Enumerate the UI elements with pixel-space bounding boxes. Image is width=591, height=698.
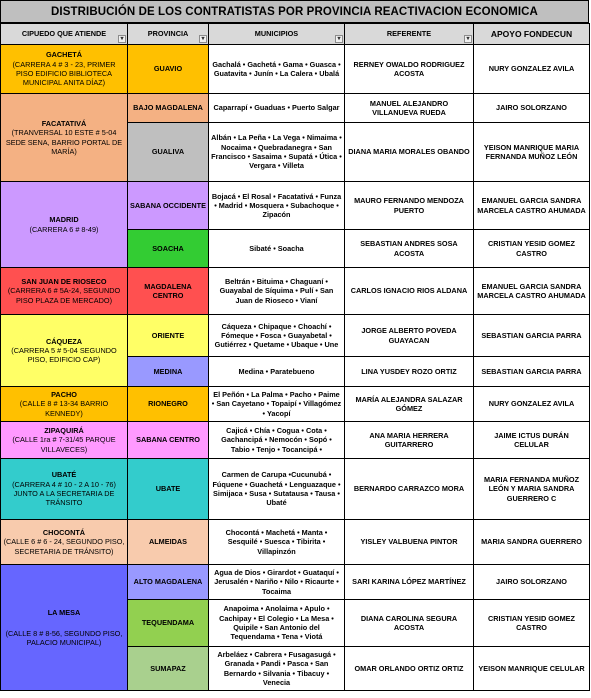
municipios-cell: Chocontá • Machetá • Manta • Sesquilé • Suesca • Tibirita • Villapinzón <box>209 520 345 565</box>
header-apoyo <box>474 24 590 45</box>
provincia-cell: ORIENTE <box>128 315 209 357</box>
cipuedo-cell <box>1 182 128 268</box>
distribution-table <box>0 23 590 691</box>
municipios-cell: Agua de Dios • Girardot • Guataquí • Jerusalén • Nariño • Nilo • Ricaurte • Tocaima <box>209 565 345 600</box>
table-row <box>1 45 590 94</box>
cipuedo-cell <box>1 268 128 315</box>
referente-cell: YISLEY VALBUENA PINTOR <box>345 520 474 565</box>
referente-cell: MAURO FERNANDO MENDOZA PUERTO <box>345 182 474 230</box>
table-row <box>1 268 590 315</box>
header-apoyo-label: APOYO FONDECUN <box>490 28 573 39</box>
municipios-cell: Gachalá • Gachetá • Gama • Guasca • Guatavita • Junín • La Calera • Ubalá <box>209 45 345 94</box>
apoyo-cell: MARIA SANDRA GUERRERO <box>474 520 590 565</box>
apoyo-cell: MARIA FERNANDA MUÑOZ LEÓN Y MARIA SANDRA GUERRERO C <box>474 459 590 520</box>
cipuedo-cell <box>1 315 128 387</box>
cipuedo-name: FACATATIVÁ <box>41 118 87 128</box>
municipios-cell: Sibaté • Soacha <box>209 230 345 268</box>
apoyo-cell: SEBASTIAN GARCIA PARRA <box>474 357 590 387</box>
apoyo-cell: YEISON MANRIQUE MARIA FERNANDA MUÑOZ LEÓN <box>474 123 590 182</box>
header-row <box>1 24 590 45</box>
provincia-cell: TEQUENDAMA <box>128 600 209 647</box>
municipios-cell: Cáqueza • Chipaque • Choachí • Fómeque • Fosca • Guayabetal • Gutiérrez • Quetame • Ubaque • Une <box>209 315 345 357</box>
apoyo-cell: CRISTIAN YESID GOMEZ CASTRO <box>474 600 590 647</box>
cipuedo-address: (CARRERA 4 # 3 - 23, PRIMER PISO EDIFICIO BIBLIOTECA MUNICIPAL ANITA DÍAZ) <box>12 59 116 88</box>
cipuedo-name: GACHETÁ <box>45 50 83 60</box>
referente-cell: JORGE ALBERTO POVEDA GUAYACAN <box>345 315 474 357</box>
cipuedo-name: PACHO <box>51 390 77 399</box>
cipuedo-name: CÁQUEZA <box>45 336 83 346</box>
filter-dropdown-icon[interactable]: ▾ <box>118 35 126 43</box>
cipuedo-address: (CALLE 1ra # 7-31/45 PARQUE VILLAVECES) <box>12 435 116 454</box>
municipios-cell: Anapoima • Anolaima • Apulo • Cachipay • El Colegio • La Mesa • Quipile • San Antonio del Tequendama • Tena • Viotá <box>209 600 345 647</box>
referente-cell: MARÍA ALEJANDRA SALAZAR GÓMEZ <box>345 387 474 422</box>
header-referente-label: REFERENTE <box>386 29 432 39</box>
cipuedo-name: SAN JUAN DE RIOSECO <box>21 277 107 286</box>
cipuedo-address: (TRANVERSAL 10 ESTE # 5-04 SEDE SENA, BARRIO PORTAL DE MARÍA) <box>5 128 123 156</box>
cipuedo-name: MADRID <box>49 215 79 225</box>
municipios-cell: Arbeláez • Cabrera • Fusagasugá • Granada • Pandi • Pasca • San Bernardo • Silvania • Tibacuy • Venecia <box>209 647 345 691</box>
cipuedo-address: (CALLE 6 # 6 - 24, SEGUNDO PISO, SECRETARIA DE TRÁNSITO) <box>3 537 125 556</box>
header-provincia <box>128 24 209 45</box>
provincia-cell: SUMAPAZ <box>128 647 209 691</box>
cipuedo-cell <box>1 387 128 422</box>
referente-cell: CARLOS IGNACIO RIOS ALDANA <box>345 268 474 315</box>
referente-cell: DIANA MARIA MORALES OBANDO <box>345 123 474 182</box>
cipuedo-cell <box>1 45 128 94</box>
provincia-cell: GUALIVA <box>128 123 209 182</box>
provincia-cell: BAJO MAGDALENA <box>128 94 209 123</box>
cipuedo-address: (CARRERA 6 # 5A-24, SEGUNDO PISO PLAZA DE MERCADO) <box>7 286 121 305</box>
provincia-cell: SABANA CENTRO <box>128 422 209 459</box>
apoyo-cell: SEBASTIAN GARCIA PARRA <box>474 315 590 357</box>
provincia-cell: MEDINA <box>128 357 209 387</box>
municipios-cell: Beltrán • Bituima • Chaguaní • Guayabal de Síquima • Pulí • San Juan de Rioseco • Vianí <box>209 268 345 315</box>
provincia-cell: SABANA OCCIDENTE <box>128 182 209 230</box>
referente-cell: OMAR ORLANDO ORTIZ ORTIZ <box>345 647 474 691</box>
cipuedo-name: UBATÉ <box>51 470 77 480</box>
cipuedo-address: (CARRERA 6 # 8-49) <box>29 224 99 234</box>
table-row <box>1 520 590 565</box>
municipios-cell: Albán • La Peña • La Vega • Nimaima • Nocaima • Quebradanegra • San Francisco • Sasaima • Supatá • Útica • Vergara • Villeta <box>209 123 345 182</box>
referente-cell: BERNARDO CARRAZCO MORA <box>345 459 474 520</box>
referente-cell: DIANA CAROLINA SEGURA ACOSTA <box>345 600 474 647</box>
provincia-cell: UBATE <box>128 459 209 520</box>
table-row <box>1 387 590 422</box>
municipios-cell: Cajicá • Chía • Cogua • Cota • Gachancipá • Nemocón • Sopó • Tabio • Tenjo • Tocancipá • <box>209 422 345 459</box>
header-municipios-label: MUNICIPIOS <box>254 29 299 39</box>
cipuedo-address: (CARRERA 4 # 10 - 2 A 10 - 76) JUNTO A LA SECRETARIA DE TRÁNSITO <box>12 479 116 508</box>
apoyo-cell: CRISTIAN YESID GOMEZ CASTRO <box>474 230 590 268</box>
apoyo-cell: YEISON MANRIQUE CELULAR <box>474 647 590 691</box>
table-row <box>1 315 590 357</box>
referente-cell: ANA MARIA HERRERA GUITARRERO <box>345 422 474 459</box>
municipios-cell: El Peñón • La Palma • Pacho • Paime • San Cayetano • Topaipí • Villagómez • Yacopí <box>209 387 345 422</box>
apoyo-cell: JAIME ICTUS DURÁN CELULAR <box>474 422 590 459</box>
table-row <box>1 182 590 230</box>
cipuedo-name: LA MESA <box>47 607 81 617</box>
municipios-cell: Medina • Paratebueno <box>209 357 345 387</box>
municipios-cell: Carmen de Carupa •Cucunubá • Fúquene • Guachetá • Lenguazaque • Simijaca • Susa • Sutatausa • Tausa • Ubaté <box>209 459 345 520</box>
provincia-cell: ALTO MAGDALENA <box>128 565 209 600</box>
apoyo-cell: EMANUEL GARCIA SANDRA MARCELA CASTRO AHUMADA <box>474 182 590 230</box>
cipuedo-cell <box>1 459 128 520</box>
provincia-cell: GUAVIO <box>128 45 209 94</box>
municipios-cell: Caparrapí • Guaduas • Puerto Salgar <box>209 94 345 123</box>
header-cipuedo-label: CIPUEDO QUE ATIENDE <box>21 29 107 39</box>
cipuedo-address: (CARRERA 5 # 5-04 SEGUNDO PISO, EDIFICIO CAP) <box>11 345 117 365</box>
cipuedo-address: (CALLE 8 # 13-34 BARRIO KENNEDY) <box>19 399 109 418</box>
table-row <box>1 459 590 520</box>
referente-cell: MANUEL ALEJANDRO VILLANUEVA RUEDA <box>345 94 474 123</box>
table-row <box>1 94 590 123</box>
filter-dropdown-icon[interactable]: ▾ <box>199 35 207 43</box>
header-cipuedo <box>1 24 128 45</box>
provincia-cell: SOACHA <box>128 230 209 268</box>
filter-dropdown-icon[interactable]: ▾ <box>335 35 343 43</box>
municipios-cell: Bojacá • El Rosal • Facatativá • Funza • Madrid • Mosquera • Subachoque • Zipacón <box>209 182 345 230</box>
apoyo-cell: JAIRO SOLORZANO <box>474 94 590 123</box>
header-provincia-label: PROVINCIA <box>147 29 189 39</box>
referente-cell: SARI KARINA LÓPEZ MARTÍNEZ <box>345 565 474 600</box>
cipuedo-address: (CALLE 8 # 8-56, SEGUNDO PISO, PALACIO MUNICIPAL) <box>5 628 123 648</box>
cipuedo-cell <box>1 565 128 691</box>
filter-dropdown-icon[interactable]: ▾ <box>464 35 472 43</box>
table-row <box>1 565 590 600</box>
page-title: DISTRIBUCIÓN DE LOS CONTRATISTAS POR PROVINCIA REACTIVACION ECONOMICA <box>0 0 589 23</box>
provincia-cell: MAGDALENA CENTRO <box>128 268 209 315</box>
apoyo-cell: NURY GONZALEZ AVILA <box>474 387 590 422</box>
referente-cell: SEBASTIAN ANDRES SOSA ACOSTA <box>345 230 474 268</box>
table-row <box>1 422 590 459</box>
referente-cell: LINA YUSDEY ROZO ORTIZ <box>345 357 474 387</box>
provincia-cell: ALMEIDAS <box>128 520 209 565</box>
cipuedo-name: ZIPAQUIRÁ <box>44 426 84 435</box>
apoyo-cell: EMANUEL GARCIA SANDRA MARCELA CASTRO AHUMADA <box>474 268 590 315</box>
header-referente <box>345 24 474 45</box>
referente-cell: RERNEY OWALDO RODRIGUEZ ACOSTA <box>345 45 474 94</box>
provincia-cell: RIONEGRO <box>128 387 209 422</box>
apoyo-cell: NURY GONZALEZ AVILA <box>474 45 590 94</box>
cipuedo-cell <box>1 520 128 565</box>
header-municipios <box>209 24 345 45</box>
apoyo-cell: JAIRO SOLORZANO <box>474 565 590 600</box>
cipuedo-cell <box>1 94 128 182</box>
cipuedo-cell <box>1 422 128 459</box>
cipuedo-name: CHOCONTÁ <box>42 528 86 537</box>
